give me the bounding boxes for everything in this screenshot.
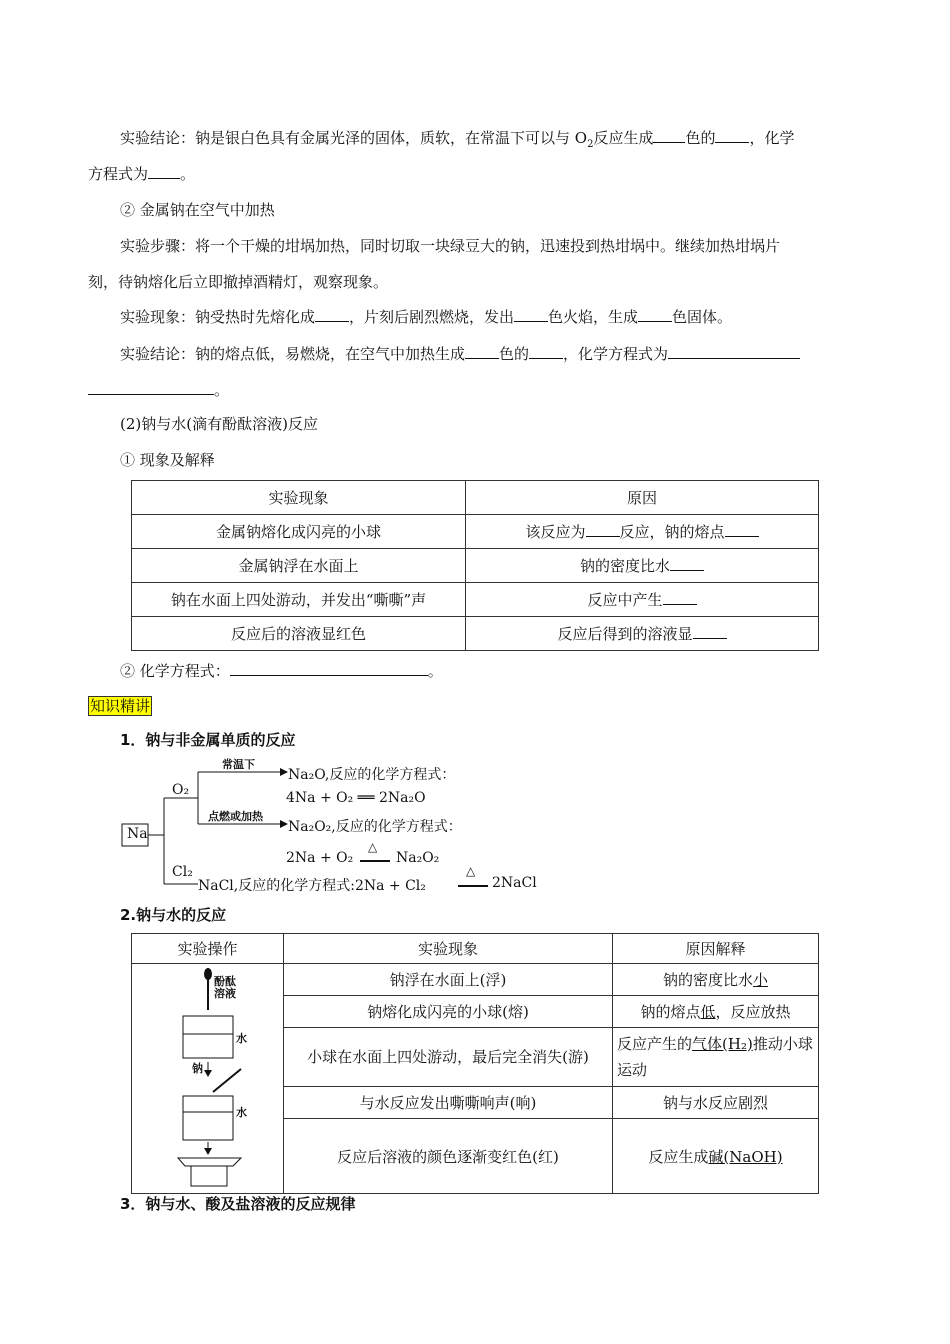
table-cell: 钠的熔点低，反应放热: [613, 995, 819, 1027]
knowledge-badge: 知识精讲: [90, 697, 151, 715]
conclusion-line-1: [120, 128, 900, 155]
beaker-apparatus-illustration: [133, 964, 283, 1189]
text: 反应中产生: [587, 591, 663, 609]
fill-blank[interactable]: [88, 380, 214, 395]
equation-na2o2-right: Na₂O₂: [396, 850, 440, 866]
equation-na2o2-left: 2Na + O₂: [286, 850, 354, 866]
product-na2o2: Na₂O₂,反应的化学方程式：: [288, 819, 462, 835]
fill-blank[interactable]: [465, 344, 499, 359]
text: 。: [180, 165, 196, 183]
condition-ignite-heat: 点燃或加热: [208, 810, 263, 823]
subscript: 2: [587, 139, 594, 150]
text: ，化学方程式为: [563, 345, 669, 363]
table-row: [132, 617, 819, 651]
table-cell: 反应后溶液的颜色逐渐变红色(红): [284, 1119, 613, 1194]
table-cell: [466, 515, 819, 549]
procedure-line-1: 实验步骤：将一个干燥的坩埚加热，同时切取一块绿豆大的钠，迅速投到热坩埚中。继续加热坩埚片: [120, 237, 781, 255]
fill-blank[interactable]: [715, 128, 749, 143]
text: 反应后得到的溶液显: [557, 625, 693, 643]
apparatus-figure-cell: [132, 964, 284, 1194]
text: 实验现象：钠受热时先熔化成: [120, 308, 316, 326]
text: ② 化学方程式：: [120, 662, 230, 680]
table-row: [132, 549, 819, 583]
heading-2: 2.钠与水的反应: [120, 906, 227, 924]
text: 色的: [499, 345, 530, 363]
fill-blank[interactable]: [315, 307, 349, 322]
text: 色的: [685, 129, 716, 147]
condition-room-temp: 常温下: [222, 758, 255, 771]
conclusion-line-2: [88, 164, 868, 184]
table-cell: 钠与水反应剧烈: [613, 1087, 819, 1119]
knowledge-badge-line: [88, 696, 868, 716]
fill-blank[interactable]: [230, 661, 428, 676]
fill-blank[interactable]: [668, 344, 800, 359]
table-cell: 反应后的溶液显红色: [132, 617, 466, 651]
text: 该反应为: [525, 523, 586, 541]
table-cell: [466, 617, 819, 651]
table-cell: 金属钠浮在水面上: [132, 549, 466, 583]
table-header: 实验现象: [132, 481, 466, 515]
table-cell: 反应产生的气体(H₂)推动小球运动: [613, 1027, 819, 1087]
fill-blank[interactable]: [693, 624, 727, 639]
table-row: [132, 583, 819, 617]
table-row: [132, 964, 819, 996]
procedure-line-2: 刻，待钠熔化后立即撤掉酒精灯，观察现象。: [88, 273, 389, 291]
fig-label-sodium: 钠: [192, 1062, 203, 1075]
table-header: 实验操作: [132, 934, 284, 964]
fill-blank[interactable]: [638, 307, 672, 322]
fill-blank[interactable]: [514, 307, 548, 322]
fill-blank[interactable]: [653, 128, 685, 143]
subsection-heading: (2)钠与水(滴有酚酞溶液)反应: [120, 415, 318, 433]
phenomenon-table: [131, 480, 819, 651]
fill-blank[interactable]: [529, 344, 563, 359]
subsection-label: ① 现象及解释: [120, 451, 215, 469]
phenomenon-line: [120, 307, 900, 327]
delta-symbol: △: [368, 840, 378, 854]
fill-blank[interactable]: [148, 164, 180, 179]
table-cell: 钠浮在水面上(浮): [284, 964, 613, 996]
conclusion2-line-2: [88, 380, 868, 400]
equation-line: [120, 661, 900, 681]
equation-bar: [360, 860, 390, 862]
fig-label-phenolphthalein: 酚酞 溶液: [214, 975, 236, 1000]
section-heading: ② 金属钠在空气中加热: [120, 201, 275, 219]
table-cell: 与水反应发出嘶嘶响声(响): [284, 1087, 613, 1119]
text: 反应生成: [593, 129, 654, 147]
equation-bar: [458, 885, 488, 887]
table-cell: 小球在水面上四处游动，最后完全消失(游): [284, 1027, 613, 1087]
table-cell: 反应生成碱(NaOH): [613, 1119, 819, 1194]
text: 实验结论：钠是银白色具有金属光泽的固体，质软，在常温下可以与 O: [120, 129, 588, 147]
cl2-label: Cl₂: [172, 864, 193, 880]
text: 反应，钠的熔点: [619, 523, 725, 541]
conclusion2-line-1: [120, 344, 900, 364]
table-cell: 钠熔化成闪亮的小球(熔): [284, 995, 613, 1027]
text: ，化学: [749, 129, 795, 147]
text: 方程式为: [88, 165, 149, 183]
o2-label: O₂: [172, 782, 190, 798]
delta-symbol: △: [466, 864, 476, 878]
table-cell: [466, 549, 819, 583]
table-header: 原因: [466, 481, 819, 515]
text: 钠的密度比水: [579, 557, 670, 575]
text: 。: [427, 662, 443, 680]
text: ，片刻后剧烈燃烧，发出: [349, 308, 515, 326]
fill-blank[interactable]: [586, 522, 620, 537]
table-cell: [466, 583, 819, 617]
na-label: Na: [127, 826, 148, 842]
table-header: 原因解释: [613, 934, 819, 964]
equation-na2o: 4Na + O₂ ══ 2Na₂O: [286, 790, 426, 806]
table-cell: 钠在水面上四处游动，并发出“嘶嘶”声: [132, 583, 466, 617]
fill-blank[interactable]: [725, 522, 759, 537]
sodium-water-table: [131, 933, 819, 1194]
table-header: 实验现象: [284, 934, 613, 964]
product-nacl-right: 2NaCl: [492, 875, 537, 891]
heading-1: 1．钠与非金属单质的反应: [120, 731, 296, 749]
fig-label-water: 水: [236, 1106, 247, 1119]
text: 色火焰，生成: [548, 308, 639, 326]
heading-3: 3．钠与水、酸及盐溶液的反应规律: [120, 1195, 356, 1213]
text: 。: [214, 381, 230, 399]
fill-blank[interactable]: [663, 590, 697, 605]
text: 实验结论：钠的熔点低，易燃烧，在空气中加热生成: [120, 345, 466, 363]
product-nacl: NaCl,反应的化学方程式:2Na + Cl₂: [198, 878, 426, 894]
table-row: [132, 515, 819, 549]
fig-label-water: 水: [236, 1032, 247, 1045]
table-cell: 钠的密度比水小: [613, 964, 819, 996]
text: 色固体。: [672, 308, 733, 326]
product-na2o: Na₂O,反应的化学方程式：: [288, 767, 456, 783]
fill-blank[interactable]: [670, 556, 704, 571]
table-cell: 金属钠熔化成闪亮的小球: [132, 515, 466, 549]
sodium-reaction-diagram: [120, 760, 560, 900]
